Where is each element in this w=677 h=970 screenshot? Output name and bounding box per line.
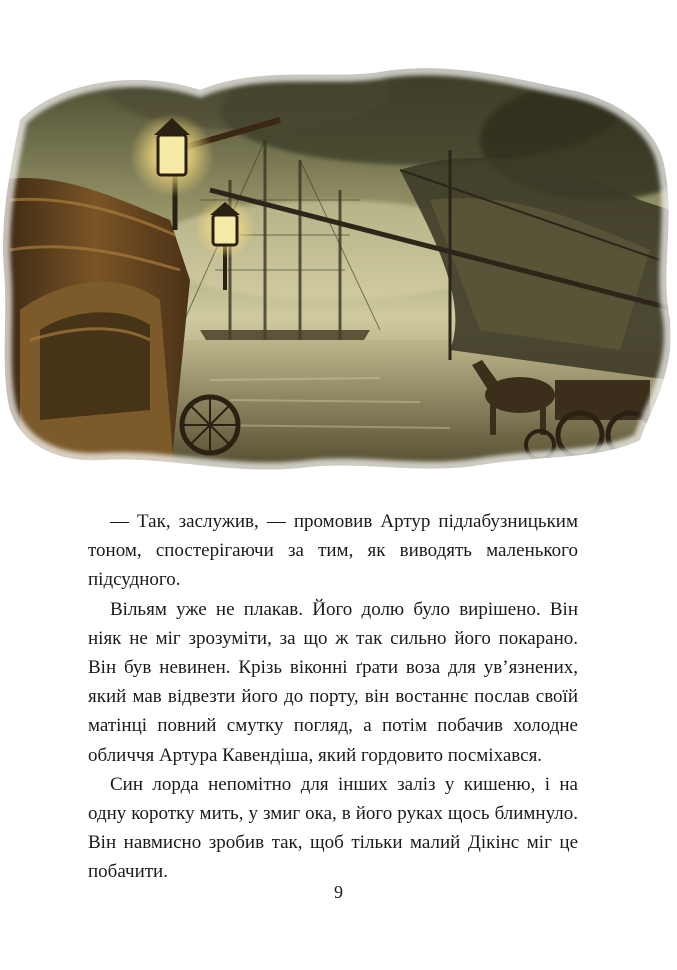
page-number: 9 [334, 882, 343, 902]
story-text [88, 507, 578, 887]
paragraph: Син лорда непомітно для інших заліз у кишеню, і на одну коротку мить, у змиг ока, в його руках щось блимнуло. Він навмисно зробив так, щоб тільки малий Дікінс міг це побачити. [88, 773, 578, 883]
paragraph: Вільям уже не плакав. Його долю було вирішено. Він ніяк не міг зрозуміти, за що ж так сильно його покарано. Він був невинен. Крізь віконні ґрати воза для ув’язнених, який мав відвезти його до порту, він востаннє послав своїй матінці повний смутку погляд, а потім побачив холодне обличчя Артура Кавендіша, який гордовито посміхався. [88, 598, 578, 766]
harbor-illustration [0, 50, 677, 480]
harbor-illustration-art [0, 50, 677, 480]
paragraph: — Так, заслужив, — промовив Артур підлабузницьким тоном, спостерігаючи за тим, як виводять маленького підсудного. [88, 511, 578, 591]
